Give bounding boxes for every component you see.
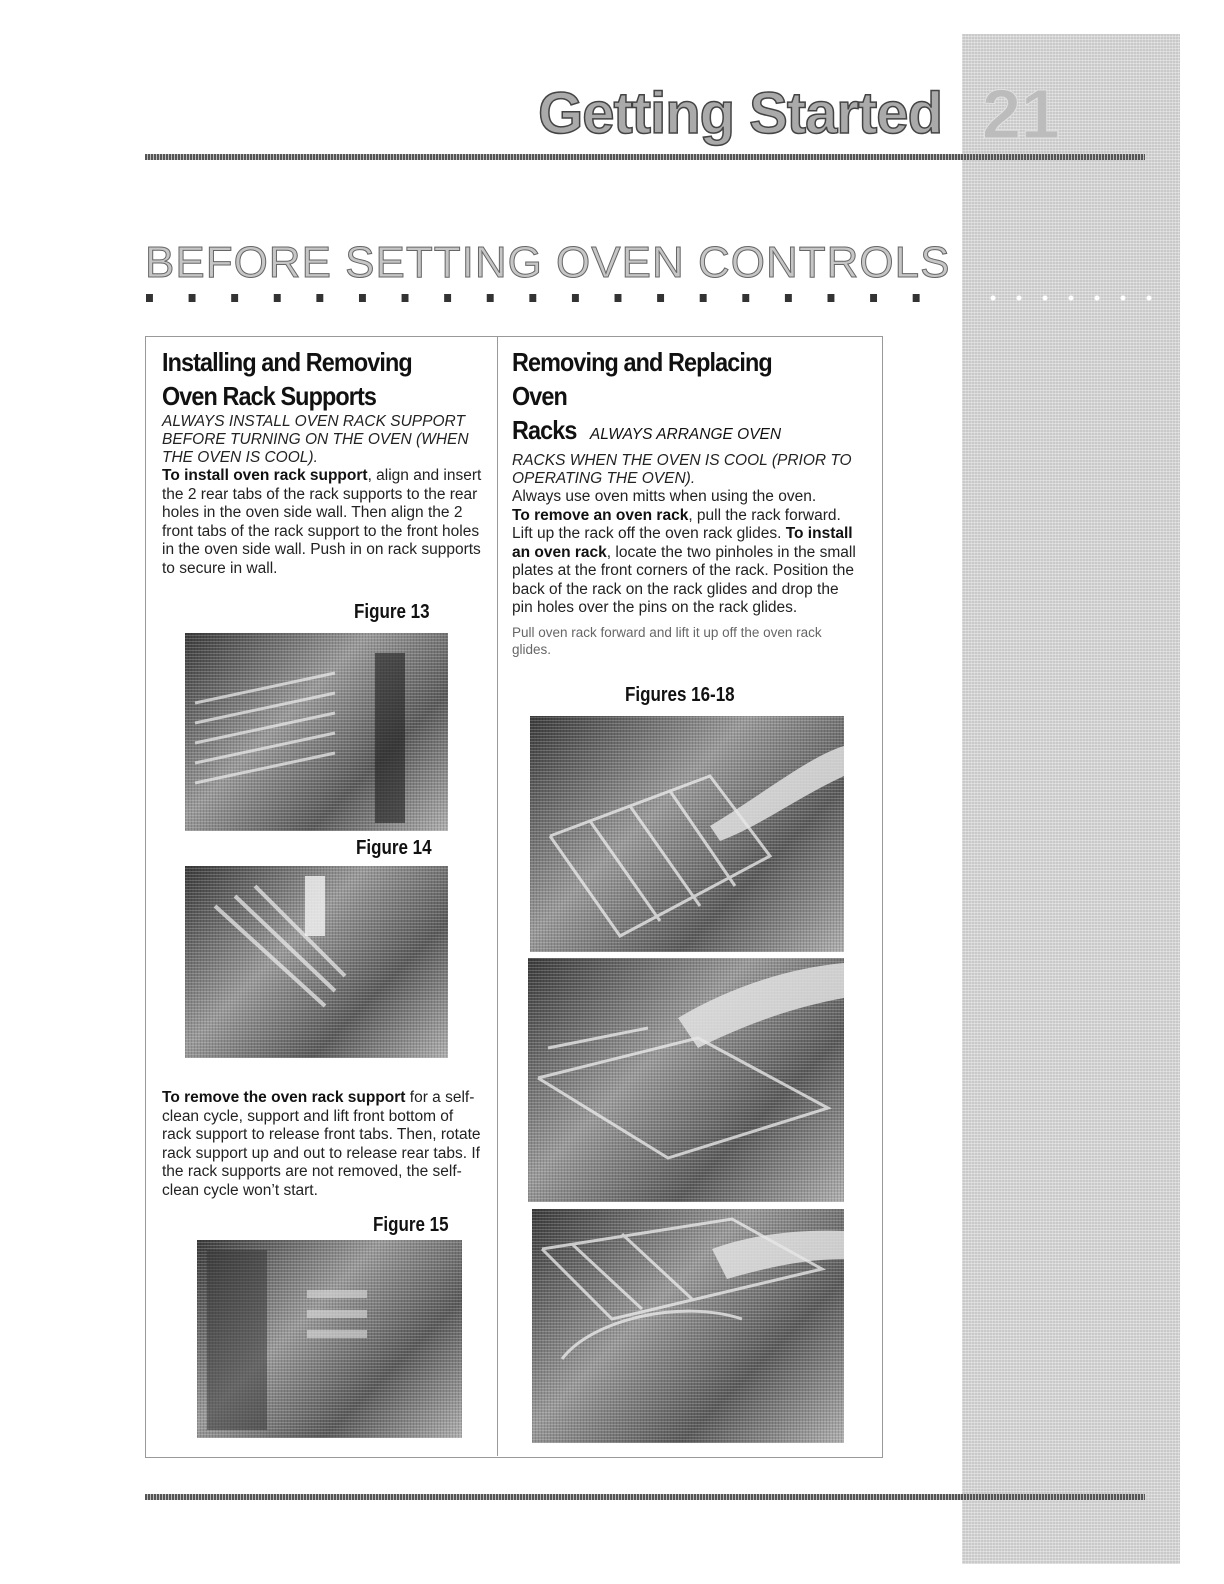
right-caution-rest: RACKS WHEN THE OVEN IS COOL (PRIOR TO OPERATING THE OVEN). [512, 452, 852, 487]
left-remove-paragraph [162, 1089, 484, 1200]
column-divider [497, 336, 498, 1456]
right-install-text: , locate the two pinholes in the small plates at the front corners of the rack. Position the back of the rack on the rack glides and drop the pin holes over the pins on the rack glides. [512, 543, 856, 616]
figure-15-photo [197, 1240, 462, 1438]
figure-14-photo [185, 866, 448, 1058]
section-square-divider [146, 294, 946, 302]
right-remove-lead: To remove an oven rack [512, 506, 689, 524]
right-column [512, 345, 857, 658]
rack-lift-illustration [528, 958, 844, 1202]
right-instructions-paragraph [512, 507, 857, 618]
left-heading: Installing and Removing Oven Rack Supports [162, 347, 412, 411]
left-install-lead: To install oven rack support [162, 467, 368, 484]
rack-pull-illustration [530, 716, 844, 952]
figure-16-photo [530, 716, 844, 952]
header-rule [145, 154, 1145, 160]
right-remove-text: , pull the rack forward. Lift up the rack off the oven rack glides. [512, 506, 841, 542]
left-remove-block [162, 1089, 484, 1200]
figure-17-photo [528, 958, 844, 1202]
right-note: Pull oven rack forward and lift it up off the oven rack glides. [512, 624, 822, 657]
right-heading-word: Racks [512, 415, 577, 445]
figure-13-photo [185, 633, 448, 831]
chapter-title: Getting Started [538, 81, 942, 146]
page-sidebar-band [962, 34, 1180, 1564]
figure-13-label: Figure 13 [354, 601, 430, 623]
left-install-text: , align and insert the 2 rear tabs of the rack supports to the rear holes in the oven side wall. Then align the 2 front tabs of the rack support to the front holes in the oven side wall. Push in on rack supports to secure in wall. [162, 467, 482, 577]
right-install-lead: To install an oven rack [512, 525, 853, 561]
page-number: 21 [982, 75, 1060, 153]
right-mitts-text: Always use oven mitts when using the oven. [512, 488, 817, 505]
rack-support-hand-illustration [185, 866, 448, 1058]
left-remove-lead: To remove the oven rack support [162, 1089, 406, 1106]
sidebar-dot-row [980, 294, 1160, 302]
figure-18-photo [532, 1209, 844, 1443]
rack-support-illustration [185, 633, 448, 831]
figures-16-18-label: Figures 16-18 [625, 684, 735, 706]
oven-interior-illustration [197, 1240, 462, 1438]
left-column [162, 345, 484, 578]
footer-rule [145, 1494, 1145, 1500]
section-title: BEFORE SETTING OVEN CONTROLS [145, 238, 951, 287]
figure-14-label: Figure 14 [356, 837, 432, 859]
figure-15-label: Figure 15 [373, 1214, 449, 1236]
right-caution-inline: ALWAYS ARRANGE OVEN [589, 426, 782, 443]
left-install-paragraph [162, 467, 484, 578]
right-heading-line2 [512, 413, 857, 452]
left-remove-text: for a self-clean cycle, support and lift front bottom of rack support to release front tabs. Then, rotate rack support up and out to release rear tabs. If the rack supports are not removed, the self-clean cycle won’t start. [162, 1089, 481, 1199]
left-caution: ALWAYS INSTALL OVEN RACK SUPPORT BEFORE TURNING ON THE OVEN (WHEN THE OVEN IS COOL). [162, 413, 469, 466]
rack-install-illustration [532, 1209, 844, 1443]
right-heading-line1: Removing and Replacing Oven [512, 347, 772, 411]
